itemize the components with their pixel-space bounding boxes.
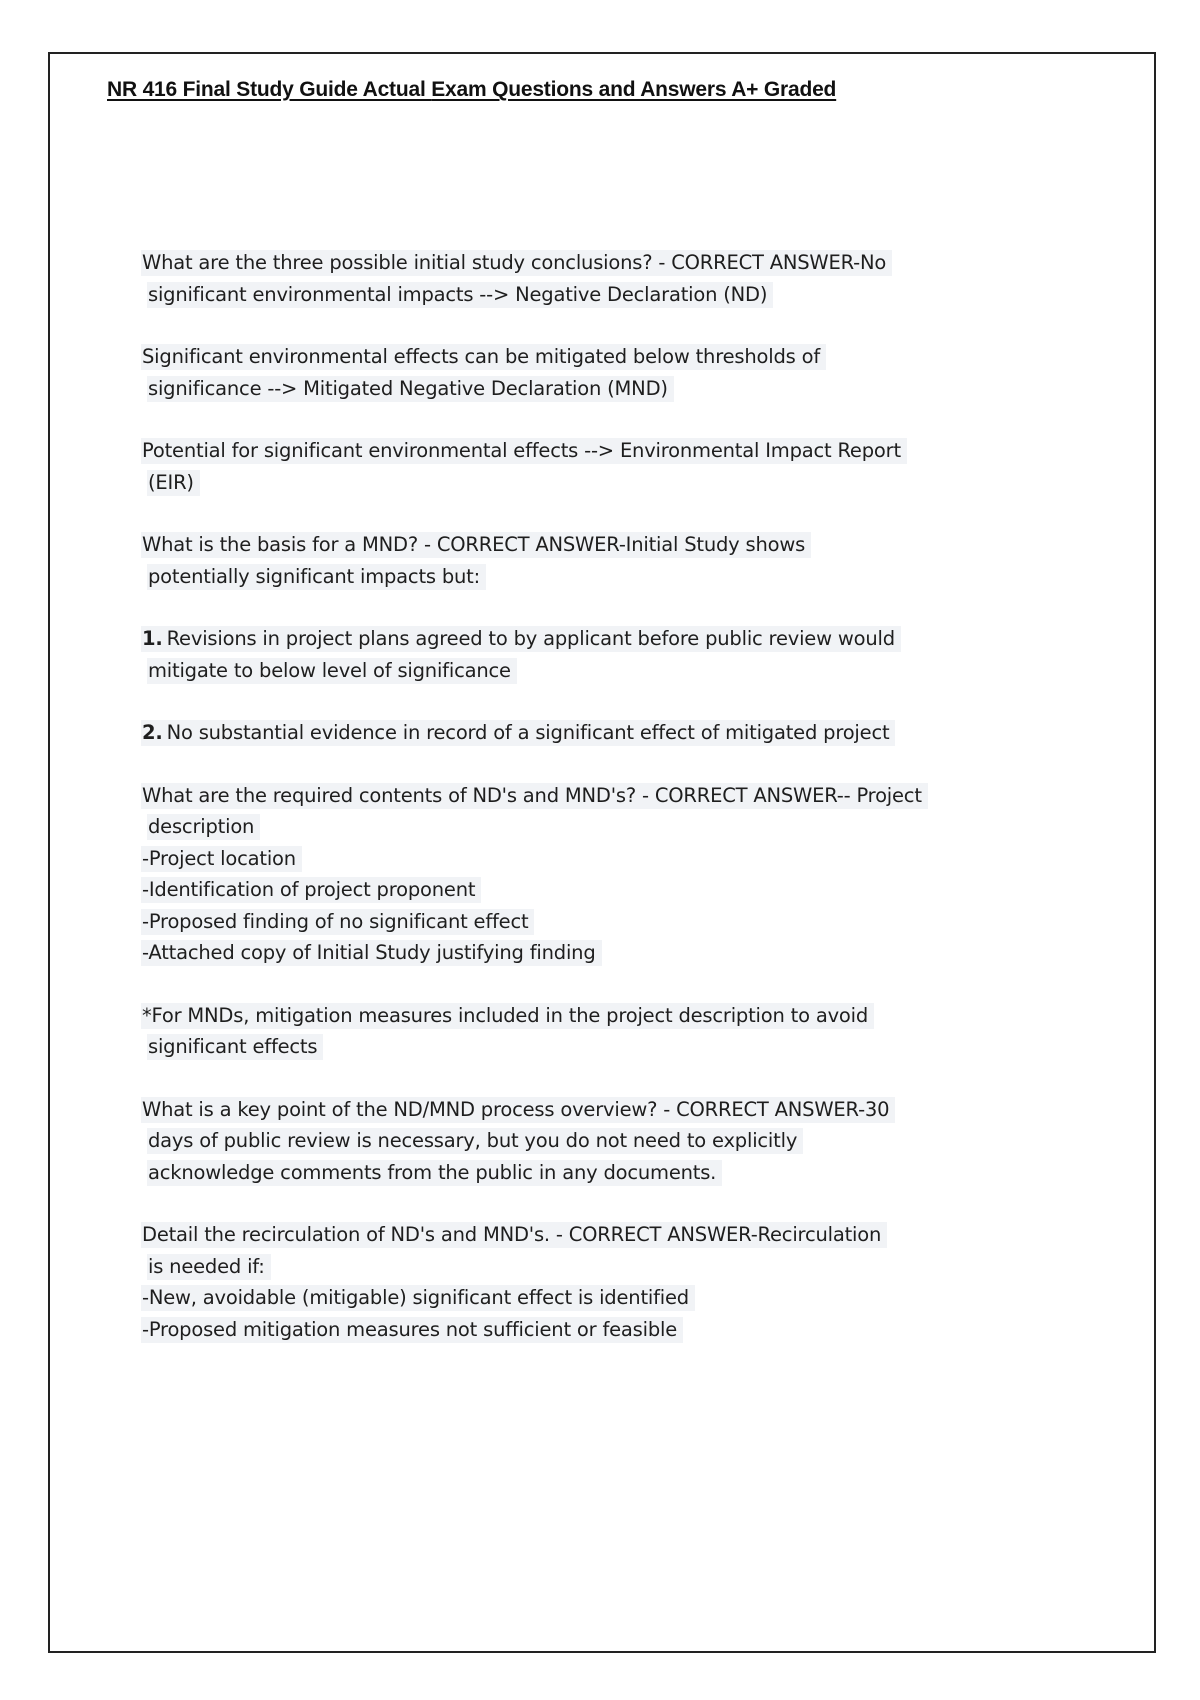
document-title-part2: Exam Questions and Answers A+ Graded [431, 78, 837, 101]
qa-paragraph-6 [141, 1000, 1021, 1063]
paragraph-line: significant effects [147, 1034, 323, 1060]
paragraph-line: *For MNDs, mitigation measures included in the project description to avoid [141, 1003, 874, 1029]
paragraph-line: potentially significant impacts but: [147, 564, 486, 590]
numbered-item-2 [141, 717, 1021, 749]
list-item: -Proposed mitigation measures not sufficient or feasible [141, 1317, 683, 1343]
qa-paragraph-3 [141, 435, 1021, 498]
qa-paragraph-4 [141, 529, 1021, 592]
paragraph-line: Potential for significant environmental effects --> Environmental Impact Report [141, 438, 907, 464]
list-item: -Attached copy of Initial Study justifying finding [141, 940, 602, 966]
paragraph-line: (EIR) [147, 470, 200, 496]
document-title [107, 78, 836, 102]
qa-paragraph-8 [141, 1219, 1021, 1345]
paragraph-line: What is the basis for a MND? - CORRECT ANSWER-Initial Study shows [141, 532, 811, 558]
paragraph-line: What is a key point of the ND/MND process overview? - CORRECT ANSWER-30 [141, 1097, 895, 1123]
list-item: -New, avoidable (mitigable) significant effect is identified [141, 1285, 695, 1311]
list-number: 1. [142, 627, 163, 650]
paragraph-line: acknowledge comments from the public in any documents. [147, 1160, 722, 1186]
list-item: -Project location [141, 846, 302, 872]
list-item: -Proposed finding of no significant effect [141, 909, 534, 935]
qa-paragraph-1 [141, 247, 1021, 310]
paragraph-line: What are the required contents of ND's and MND's? - CORRECT ANSWER-- Project [141, 783, 928, 809]
paragraph-line: Significant environmental effects can be mitigated below thresholds of [141, 344, 826, 370]
paragraph-line: Detail the recirculation of ND's and MND's. - CORRECT ANSWER-Recirculation [141, 1222, 887, 1248]
paragraph-line: significance --> Mitigated Negative Declaration (MND) [147, 376, 674, 402]
paragraph-line: mitigate to below level of significance [147, 658, 517, 684]
document-body [141, 247, 1021, 1376]
paragraph-line: is needed if: [147, 1254, 271, 1280]
list-item: -Identification of project proponent [141, 877, 481, 903]
list-number: 2. [142, 721, 163, 744]
paragraph-line: No substantial evidence in record of a significant effect of mitigated project [166, 721, 890, 744]
paragraph-line: significant environmental impacts --> Negative Declaration (ND) [147, 282, 773, 308]
paragraph-line: description [147, 814, 260, 840]
document-title-part1: NR 416 Final Study Guide Actual [107, 78, 432, 101]
qa-paragraph-2 [141, 341, 1021, 404]
paragraph-line: Revisions in project plans agreed to by applicant before public review would [166, 627, 895, 650]
numbered-item-1 [141, 623, 1021, 686]
paragraph-line: What are the three possible initial study conclusions? - CORRECT ANSWER-No [141, 250, 892, 276]
qa-paragraph-7 [141, 1094, 1021, 1189]
paragraph-line: days of public review is necessary, but you do not need to explicitly [147, 1128, 803, 1154]
qa-paragraph-5 [141, 780, 1021, 969]
